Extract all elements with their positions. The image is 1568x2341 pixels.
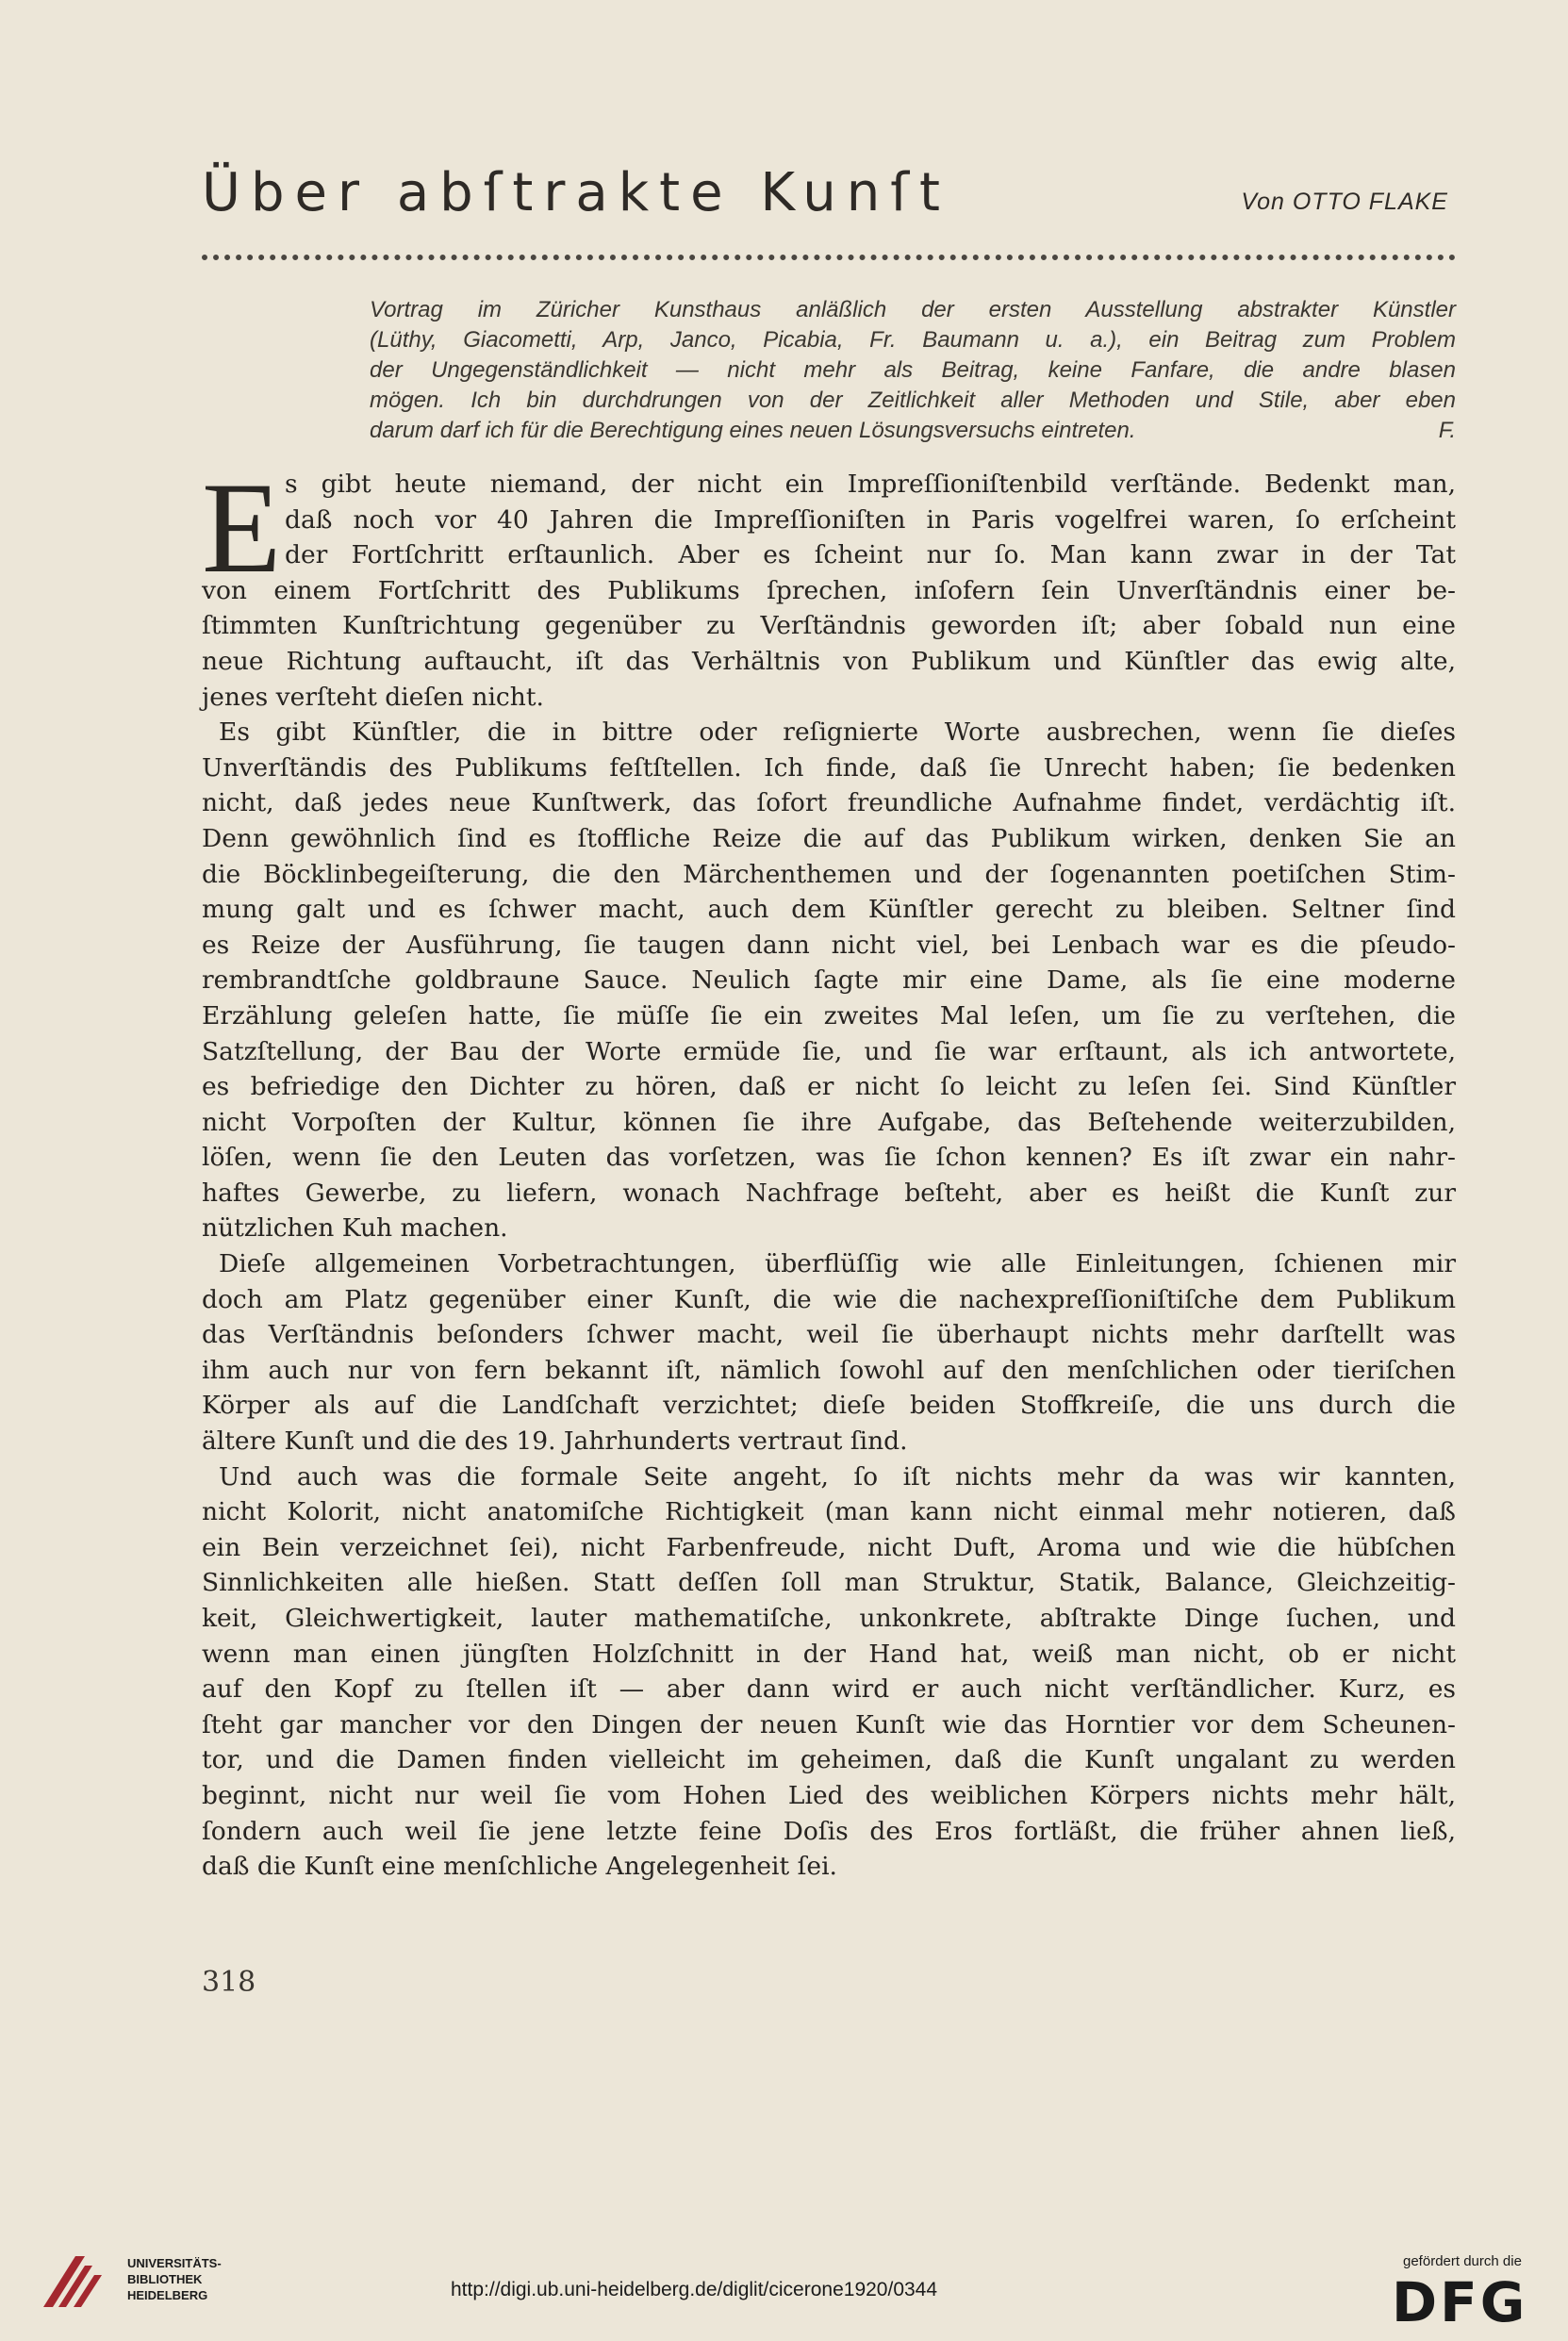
header-rule (202, 255, 1456, 260)
page-number: 318 (202, 1966, 256, 1999)
article-author: Von OTTO FLAKE (1241, 189, 1448, 215)
body-line: Sinnlichkeiten alle hießen. Statt deſſen ſoll man Struktur, Statik, Balance, Gleichzeitig- (202, 1568, 1456, 1598)
body-line: daß noch vor 40 Jahren die Impreſſioniſten in Paris vogelfrei waren, ſo erſcheint (285, 504, 1456, 535)
body-line: Satzſtellung, der Bau der Worte ermüde ſie, und ſie war erſtaunt, als ich antwortete, (202, 1036, 1456, 1066)
body-line: ältere Kunſt und die des 19. Jahrhunderts vertraut ſind. (202, 1426, 908, 1457)
body-line: wenn man einen jüngſten Holzſchnitt in der Hand hat, weiß man nicht, ob er nicht (202, 1639, 1456, 1669)
body-line: die Böcklinbegeiſterung, die den Märchenthemen und der ſogenannten poetiſchen Stim- (202, 859, 1456, 889)
article-title: Über abſtrakte Kunſt (202, 162, 950, 223)
body-line: von einem Fortſchritt des Publikums ſprechen, inſofern ſein Unverſtändnis einer be- (202, 575, 1456, 605)
body-line: rembrandtſche goldbraune Sauce. Neulich ſagte mir eine Dame, als ſie eine moderne (202, 965, 1456, 996)
article-header (202, 162, 1456, 238)
dfg-logo: DFG (1392, 2270, 1528, 2334)
body-line: nicht, daß jedes neue Kunſtwerk, das ſofort freundliche Aufnahme findet, verdächtig iſt. (202, 788, 1456, 818)
drop-cap: E (202, 455, 282, 600)
intro-signature: F. (1438, 418, 1456, 443)
funded-by-label: gefördert durch die (1403, 2253, 1522, 2269)
body-line: doch am Platz gegenüber einer Kunſt, die wie die nachexpreſſioniſtiſche dem Publikum (202, 1284, 1456, 1314)
intro-line: mögen. Ich bin durchdrungen von der Zeitlichkeit aller Methoden und Stile, aber eben (370, 387, 1456, 413)
library-name-line: BIBLIOTHEK (127, 2272, 203, 2286)
body-line: neue Richtung auftaucht, iſt das Verhältnis von Publikum und Künſtler das ewig alte, (202, 646, 1456, 676)
body-line: tor, und die Damen finden vielleicht im geheimen, daß die Kunſt ungalant zu werden (202, 1745, 1456, 1775)
body-line: Körper als auf die Landſchaft verzichtet; dieſe beiden Stoffkreiſe, die uns durch die (202, 1391, 1456, 1421)
body-line: haftes Gewerbe, zu liefern, wonach Nachfrage beſteht, aber es heißt die Kunſt zur (202, 1178, 1456, 1208)
body-line: Es gibt Künſtler, die in bittre oder reſignierte Worte ausbrechen, wenn ſie dieſes (219, 717, 1456, 748)
body-line: ſondern auch weil ſie jene letzte feine Doſis des Eros fortläßt, die früher ahnen ließ, (202, 1816, 1456, 1846)
intro-abstract (370, 295, 1456, 446)
body-line: daß die Kunſt eine menſchliche Angelegenheit ſei. (202, 1852, 837, 1882)
body-line: nützlichen Kuh machen. (202, 1213, 508, 1244)
body-line: es Reize der Ausführung, ſie taugen dann nicht viel, bei Lenbach war es die pſeudo- (202, 930, 1456, 960)
body-line: Denn gewöhnlich ſind es ſtoffliche Reize die auf das Publikum wirken, denken Sie an (202, 823, 1456, 853)
body-line: nicht Kolorit, nicht anatomiſche Richtigkeit (man kann nicht einmal mehr notieren, daß (202, 1497, 1456, 1527)
university-library-logo (36, 2249, 115, 2315)
intro-line: Vortrag im Züricher Kunsthaus anläßlich der ersten Ausstellung abstrakter Künstler (370, 297, 1456, 322)
body-line: der Fortſchritt erſtaunlich. Aber es ſcheint nur ſo. Man kann zwar in der Tat (285, 540, 1456, 570)
body-line: keit, Gleichwertigkeit, lauter mathematiſche, unkonkrete, abſtrakte Dinge ſuchen, und (202, 1604, 1456, 1633)
body-line: jenes verſteht dieſen nicht. (202, 682, 544, 712)
body-line: beginnt, nicht nur weil ſie vom Hohen Lied des weiblichen Körpers nichts mehr hält, (202, 1780, 1456, 1810)
body-line: nicht Vorpoſten der Kultur, können ſie ihre Aufgabe, das Beſtehende weiterzubilden, (202, 1107, 1456, 1137)
body-line: ſtimmten Kunſtrichtung gegenüber zu Verſtändnis geworden iſt; aber ſobald nun eine (202, 611, 1456, 641)
body-line: das Verſtändnis beſonders ſchwer macht, weil ſie überhaupt nichts mehr darſtellt was (202, 1320, 1456, 1350)
body-line: ihm auch nur von fern bekannt iſt, nämlich ſowohl auf den menſchlichen oder tieriſchen (202, 1355, 1456, 1385)
body-line: ſteht gar mancher vor den Dingen der neuen Kunſt wie das Horntier vor dem Scheunen- (202, 1709, 1456, 1739)
library-name-line: UNIVERSITÄTS- (127, 2256, 222, 2270)
intro-last-line (370, 416, 1456, 446)
library-name (127, 2255, 222, 2303)
body-line: Und auch was die formale Seite angeht, ſo iſt nichts mehr da was wir kannten, (219, 1461, 1456, 1492)
body-line: auf den Kopf zu ſtellen iſt — aber dann wird er auch nicht verſtändlicher. Kurz, es (202, 1674, 1456, 1705)
body-line: es befriedige den Dichter zu hören, daß er nicht ſo leicht zu leſen ſei. Sind Künſtler (202, 1072, 1456, 1102)
body-line: s gibt heute niemand, der nicht ein Impreſſioniſtenbild verſtände. Bedenkt man, (285, 470, 1456, 499)
body-line: Erzählung geleſen hatte, ſie müſſe ſie ein zweites Mal leſen, um ſie zu verſtehen, die (202, 1000, 1456, 1030)
intro-line: (Lüthy, Giacometti, Arp, Janco, Picabia, Fr. Baumann u. a.), ein Beitrag zum Problem (370, 327, 1456, 353)
intro-line: darum darf ich für die Berechtigung eines neuen Lösungsversuchs eintreten. (370, 418, 1136, 443)
body-line: mung galt und es ſchwer macht, auch dem Künſtler gerecht zu bleiben. Seltner ſind (202, 895, 1456, 925)
digitization-footer (0, 2234, 1568, 2341)
body-line: ein Bein verzeichnet ſei), nicht Farbenfreude, nicht Duft, Aroma und wie die hübſchen (202, 1532, 1456, 1562)
intro-line: der Ungegenständlichkeit — nicht mehr als Beitrag, keine Fanfare, die andre blasen (370, 357, 1456, 383)
library-name-line: HEIDELBERG (127, 2288, 208, 2302)
body-line: Dieſe allgemeinen Vorbetrachtungen, überflüſſig wie alle Einleitungen, ſchienen mir (219, 1249, 1456, 1279)
source-url-link[interactable]: http://digi.ub.uni-heidelberg.de/diglit/cicerone1920/0344 (451, 2279, 938, 2300)
body-line: Unverſtändis des Publikums feſtſtellen. Ich finde, daß ſie Unrecht haben; ſie bedenken (202, 752, 1456, 783)
body-line: löſen, wenn ſie den Leuten das vorſetzen, was ſie ſchon kennen? Es iſt zwar ein nahr- (202, 1143, 1456, 1173)
article-body (202, 455, 1456, 1885)
